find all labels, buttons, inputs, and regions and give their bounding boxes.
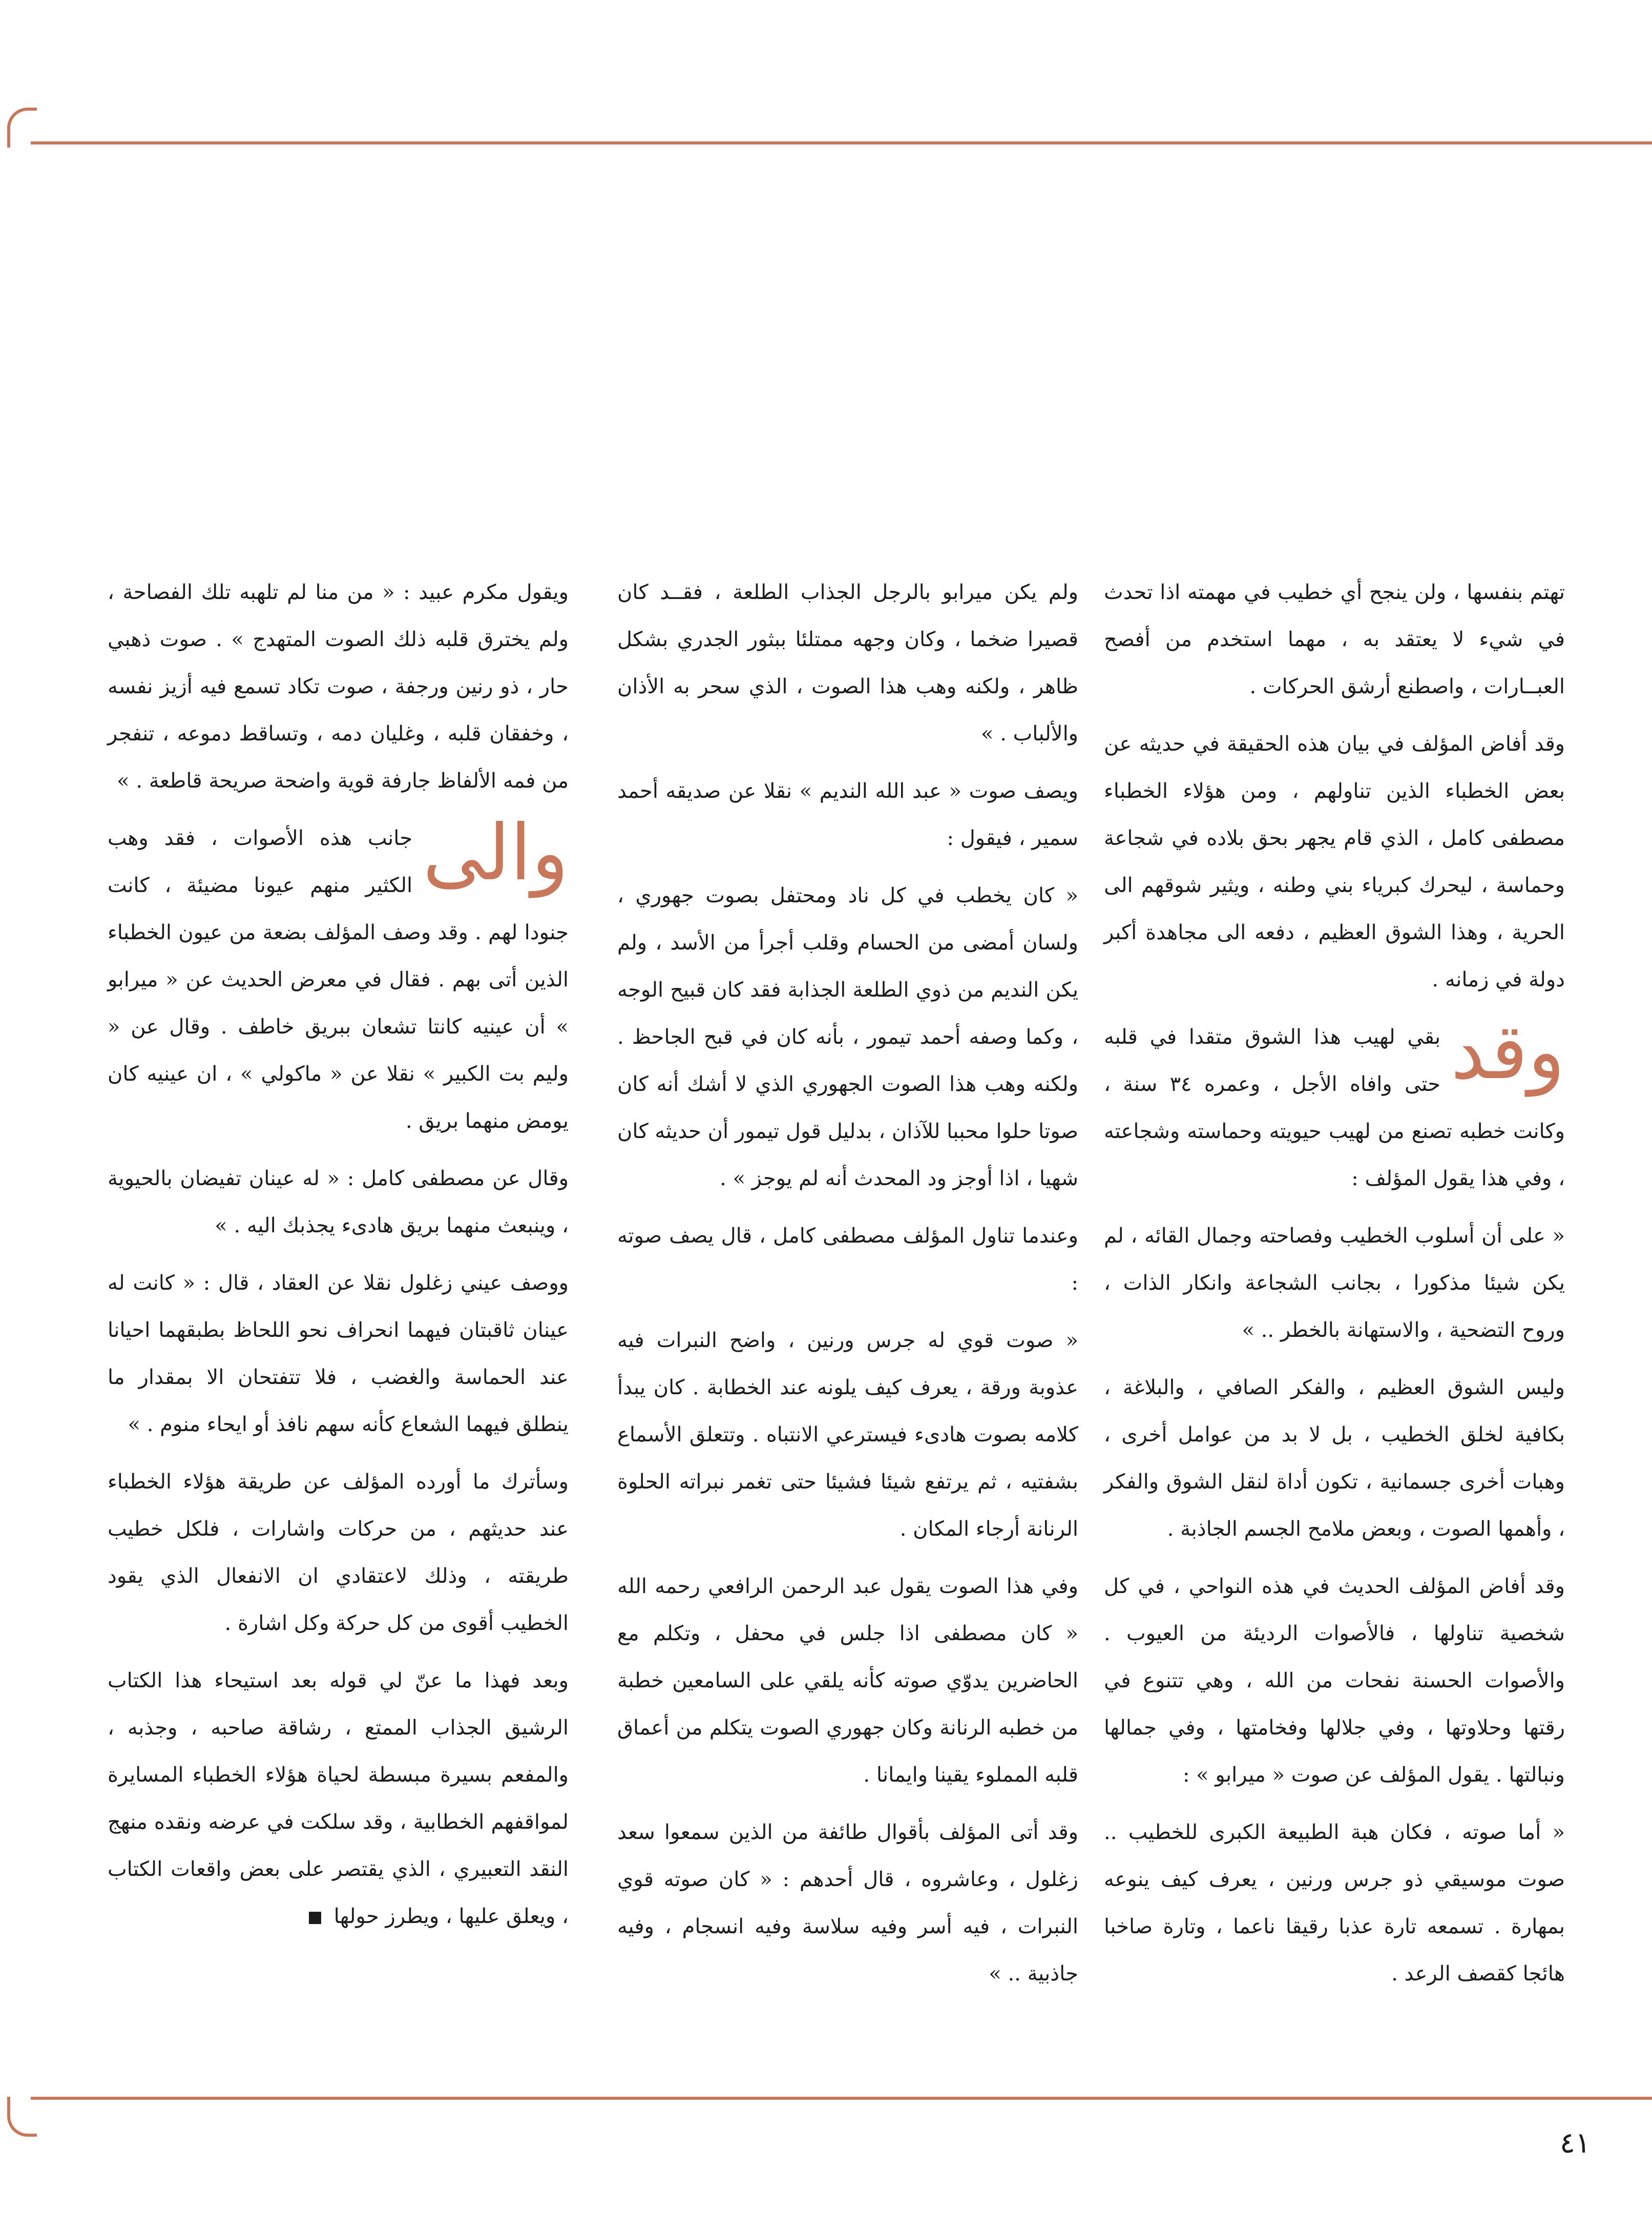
paragraph: ويقول مكرم عبيد : « من منا لم تلهبه تلك الفصاحة ، ولم يخترق قلبه ذلك الصوت المتهدج » . صوت ذهبي حار ، ذو رنين ورجفة ، صوت تكاد تسمع فيه أزيز نفسه ، وخفقان قلبه ، وغليان دمه ، وتساقط دموعه ، تنفجر من فمه الألفاظ جارفة قوية واضحة صريحة قاطعة . » — [108, 581, 569, 793]
quotation-paragraph: « على أن أسلوب الخطيب وفصاحته وجمال القائه ، لم يكن شيئا مذكورا ، بجانب الشجاعة وانكار الذات ، وروح التضحية ، والاستهانة بالخطر .. » — [1104, 1224, 1565, 1342]
decorative-drop-word: وقد — [1451, 1007, 1565, 1097]
quotation-paragraph: وقال عن مصطفى كامل : « له عينان تفيضان بالحيوية ، وينبعث منهما بريق هادىء يجذبك اليه . » — [108, 1167, 569, 1237]
article-column-right — [1104, 569, 1565, 1986]
quotation-paragraph: ووصف عيني زغلول نقلا عن العقاد ، قال : « كانت له عينان ثاقبتان فيهما انحراف نحو اللحاظ بطبقهما احيانا عند الحماسة والغضب ، فلا تتفتحان الا بمقدار ما ينطلق فيهما الشعاع كأنه سهم نافذ أو ايحاء منوم . » — [108, 1271, 569, 1436]
paragraph: تهتم بنفسها ، ولن ينجح أي خطيب في مهمته اذا تحدث في شيء لا يعتقد به ، مهما استخدم من أفصح العبــارات ، واصطنع أرشق الحركات . — [1104, 581, 1565, 698]
paragraph-with-drop-word — [1104, 1007, 1565, 1202]
paragraph: وعندما تناول المؤلف مصطفى كامل ، قال يصف صوته : — [617, 1224, 1078, 1295]
paragraph-text: وبعد فهذا ما عنّ لي قوله بعد استيحاء هذا الكتاب الرشيق الجذاب الممتع ، رشاقة صاحبه ، وجذبه ، والمفعم بسيرة مبسطة لحياة هؤلاء الخطباء المسايرة لمواقفهم الخطابية ، وقد سلكت في عرضه ونقده منهج النقد التعبيري ، الذي يقتصر على بعض واقعات الكتاب ، ويعلق عليها ، ويطرز حولها — [108, 1669, 569, 1928]
end-of-article-square-icon — [309, 1912, 321, 1924]
paragraph: ولم يكن ميرابو بالرجل الجذاب الطلعة ، فقــد كان قصيرا ضخما ، وكان وجهه ممتلئا ببثور الجدري بشكل ظاهر ، ولكنه وهب هذا الصوت ، الذي سحر به الأذان والألباب . » — [617, 581, 1078, 746]
page-number: ٤١ — [1559, 2126, 1591, 2160]
quotation-paragraph: « أما صوته ، فكان هبة الطبيعة الكبرى للخطيب .. صوت موسيقي ذو جرس ورنين ، يعرف كيف ينوعه بمهارة . تسمعه تارة عذبا رقيقا ناعما ، وتارة صاخبا هائجا كقصف الرعد . — [1104, 1821, 1565, 1986]
article-column-middle — [617, 569, 1079, 1986]
page-frame-bottom-corner — [7, 2097, 37, 2137]
paragraph: وقد أفاض المؤلف في بيان هذه الحقيقة في حديثه عن بعض الخطباء الذين تناولهم ، ومن هؤلاء الخطباء مصطفى كامل ، الذي قام يجهر بحق بلاده في شجاعة وحماسة ، ليحرك كبرياء بني وطنه ، ويثير شوقهم الى الحرية ، وهذا الشوق العظيم ، دفعه الى مجاهدة أكبر دولة في زمانه . — [1104, 732, 1565, 991]
paragraph: وفي هذا الصوت يقول عبد الرحمن الرافعي رحمه الله « كان مصطفى اذا جلس في محفل ، وتكلم مع الحاضرين يدوّي صوته كأنه يلقي على السامعين خطبة من خطبه الرنانة وكان جهوري الصوت يتكلم من أعماق قلبه المملوء يقينا وايمانا . — [617, 1575, 1078, 1787]
closing-paragraph — [108, 1657, 569, 1940]
paragraph: ويصف صوت « عبد الله النديم » نقلا عن صديقه أحمد سمير ، فيقول : — [617, 779, 1078, 850]
paragraph: وقد أتى المؤلف بأقوال طائفة من الذين سمعوا سعد زغلول ، وعاشروه ، قال أحدهم : « كان صوته قوي النبرات ، فيه أسر وفيه سلاسة وفيه انسجام ، وفيه جاذبية .. » — [617, 1821, 1078, 1986]
decorative-drop-word: والى — [423, 809, 569, 898]
quotation-paragraph: « صوت قوي له جرس ورنين ، واضح النبرات فيه عذوبة ورقة ، يعرف كيف يلونه عند الخطابة . كان يبدأ كلامه بصوت هادىء فيسترعي الانتباه . وتتعلق الأسماع بشفتيه ، ثم يرتفع شيئا فشيئا حتى تغمر نبراته الحلوة الرنانة أرجاء المكان . — [617, 1329, 1078, 1541]
paragraph-text: بقي لهيب هذا الشوق متقدا في قلبه حتى وافاه الأجل ، وعمره ٣٤ سنة ، وكانت خطبه تصنع من لهيب حيويته وحماسته وشجاعته ، وفي هذا يقول المؤلف : — [1104, 1025, 1565, 1190]
page-frame-bottom-rule — [31, 2097, 1652, 2100]
page-frame-top-rule — [31, 141, 1652, 144]
article-column-left — [108, 569, 569, 1952]
paragraph-with-drop-word — [108, 809, 569, 1145]
paragraph: وسأترك ما أورده المؤلف عن طريقة هؤلاء الخطباء عند حديثهم ، من حركات واشارات ، فلكل خطيب طريقته ، وذلك لاعتقادي ان الانفعال الذي يقود الخطيب أقوى من كل حركة وكل اشارة . — [108, 1470, 569, 1635]
paragraph: وليس الشوق العظيم ، والفكر الصافي ، والبلاغة ، بكافية لخلق الخطيب ، بل لا بد من عوامل أخرى ، وهبات أخرى جسمانية ، تكون أداة لنقل الشوق والفكر ، وأهمها الصوت ، وبعض ملامح الجسم الجاذبة . — [1104, 1376, 1565, 1541]
paragraph: وقد أفاض المؤلف الحديث في هذه النواحي ، في كل شخصية تناولها ، فالأصوات الرديئة من العيوب . والأصوات الحسنة نفحات من الله ، وهي تتنوع في رقتها وحلاوتها ، وفي جلالها وفخامتها ، وفي جمالها ونبالتها . يقول المؤلف عن صوت « ميرابو » : — [1104, 1575, 1565, 1787]
quotation-paragraph: « كان يخطب في كل ناد ومحتفل بصوت جهوري ، ولسان أمضى من الحسام وقلب أجرأ من الأسد ، ولم يكن النديم من ذوي الطلعة الجذابة فقد كان قبيح الوجه ، وكما وصفه أحمد تيمور ، بأنه كان في قبح الجاحظ . ولكنه وهب هذا الصوت الجهوري الذي لا أشك أنه كان صوتا حلوا محببا للآذان ، بدليل قول تيمور أن حديثه كان شهيا ، اذا أوجز ود المحدث أنه لم يوجز » . — [617, 884, 1079, 1190]
paragraph-text: جانب هذه الأصوات ، فقد وهب الكثير منهم عيونا مضيئة ، كانت جنودا لهم . وقد وصف المؤلف بضعة من عيون الخطباء الذين أتى بهم . فقال في معرض الحديث عن « ميرابو » أن عينيه كانتا تشعان ببريق خاطف . وقال عن « وليم بت الكبير » نقلا عن « ماكولي » ، ان عينيه كان يومض منهما بريق . — [108, 826, 569, 1133]
